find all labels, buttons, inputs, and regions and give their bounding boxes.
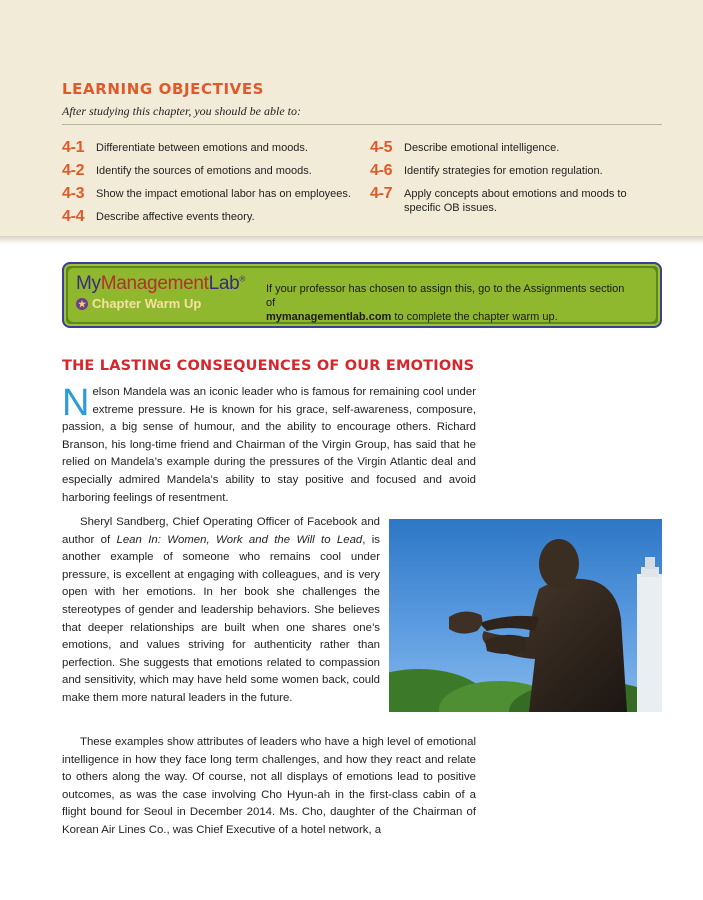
chapter-warm-up — [76, 296, 201, 311]
banner-text — [266, 282, 636, 324]
mandela-statue-photo — [389, 519, 662, 712]
learning-objectives-title: LEARNING OBJECTIVES — [62, 80, 265, 98]
objective-number: 4-2 — [62, 162, 85, 179]
objective-item — [370, 186, 662, 215]
drop-cap: N — [62, 382, 90, 424]
paragraph-2-text-a: Sheryl Sandberg, Chief Operating Officer of Facebook and author of — [62, 516, 380, 546]
objective-text: Describe affective events theory. — [96, 211, 255, 223]
objective-text: Identify the sources of emotions and moods. — [96, 165, 312, 177]
objective-text: Apply concepts about emotions and moods to specific OB issues. — [404, 188, 627, 214]
paragraph-1-text: elson Mandela was an iconic leader who is famous for remaining cool under extreme pressure. He is known for his grace, self-awareness, composure, passion, a big sense of humour, and the ability to encourage others. Richard Branson, his long-time friend and Chairman of the Virgin Group, has said that he relied on Mandela’s example during the pressures of the Virgin Atlantic deal and especially admired Mandela’s ability to stay positive and focused and avoid harboring feelings of resentment. — [62, 386, 476, 504]
objective-item — [370, 140, 559, 156]
book-title: Lean In: Women, Work and the Will to Lead — [116, 533, 363, 546]
objective-number: 4-1 — [62, 139, 85, 156]
chapter-warm-up-label: Chapter Warm Up — [92, 296, 202, 311]
section-title: THE LASTING CONSEQUENCES OF OUR EMOTIONS — [62, 358, 475, 374]
panel-shadow — [0, 236, 703, 244]
banner-text-line1: If your professor has chosen to assign this, go to the Assignments section of — [266, 283, 625, 309]
learning-objectives-subtitle: After studying this chapter, you should be able to: — [62, 104, 301, 118]
logo-management: Management — [100, 273, 209, 294]
objective-text: Differentiate between emotions and moods. — [96, 142, 308, 154]
paragraph-2 — [62, 514, 380, 708]
objective-number: 4-7 — [370, 185, 393, 202]
objective-item — [62, 186, 351, 202]
logo-registered: ® — [239, 274, 246, 284]
objective-text: Identify strategies for emotion regulation. — [404, 165, 603, 177]
objective-item — [62, 140, 308, 156]
objective-text: Show the impact emotional labor has on employees. — [96, 188, 351, 200]
star-icon: ★ — [77, 298, 87, 309]
logo-my: My — [76, 273, 101, 294]
logo-lab: Lab — [208, 273, 240, 294]
paragraph-2-text-b: , is another example of someone who remains cool under pressure, is excellent at engaging with colleagues, and is very open with her emotions. In her book she challenges the stereotypes of gender and leadership behaviors. She believes that deeper relationships are built when one shares one’s emotions, and values striving for authenticity rather than perfection. She suggests that emotions related to compassion and sensitivity, which may have held some women back, could make them more natural leaders in the future. — [62, 533, 380, 704]
paragraph-3 — [62, 734, 476, 840]
divider — [62, 124, 662, 125]
mymanagementlab-banner[interactable] — [62, 262, 662, 328]
mymanagementlab-link[interactable]: mymanagementlab.com — [266, 311, 392, 323]
paragraph-1 — [62, 384, 476, 507]
objective-number: 4-5 — [370, 139, 393, 156]
objective-item — [370, 163, 603, 179]
objective-number: 4-3 — [62, 185, 85, 202]
objective-number: 4-6 — [370, 162, 393, 179]
mymanagementlab-logo — [76, 273, 245, 295]
objective-item — [62, 209, 255, 225]
objective-number: 4-4 — [62, 208, 85, 225]
objective-text: Describe emotional intelligence. — [404, 142, 560, 154]
banner-text-line2: to complete the chapter warm up. — [391, 311, 558, 323]
paragraph-3-text: These examples show attributes of leaders who have a high level of emotional intelligence in how they face long term challenges, and how they react and relate to others along the way. Of course, not all displays of emotions lead to positive outcomes, as was the case involving Cho Hyun-ah in the first-class cabin of a flight bound for Seoul in December 2014. Ms. Cho, daughter of the Chairman of Korean Air Lines Co., was Chief Executive of a hotel network, a — [62, 736, 476, 836]
statue-illustration — [389, 519, 662, 712]
objective-item — [62, 163, 312, 179]
